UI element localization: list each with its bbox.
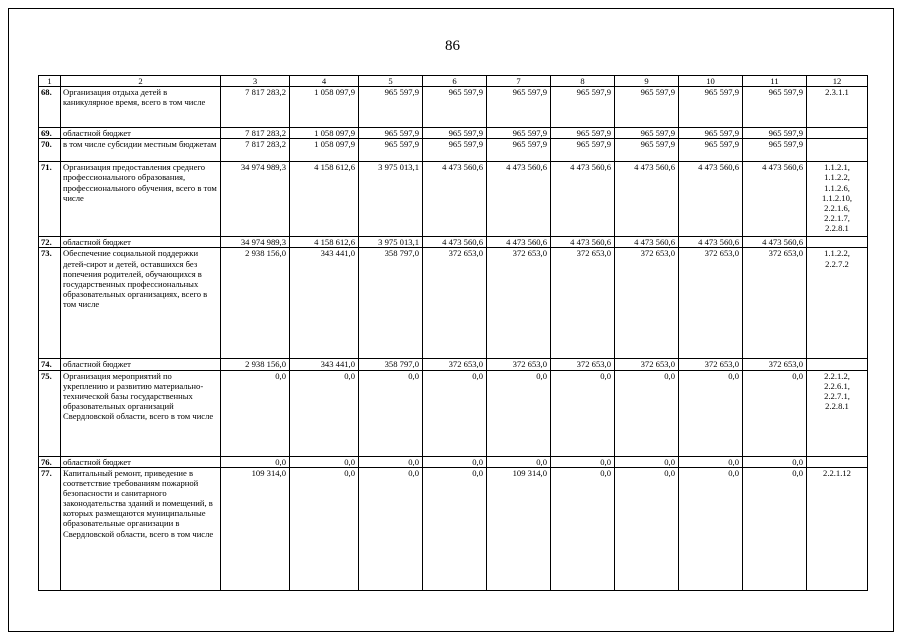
target-code: 2.3.1.1 <box>825 87 849 98</box>
amount-cell: 0,0 <box>487 370 551 456</box>
amount-cell: 0,0 <box>615 456 679 467</box>
amount-cell: 4 473 560,6 <box>679 237 743 248</box>
amount-cell: 1 058 097,9 <box>290 128 359 139</box>
target-codes <box>807 456 868 467</box>
target-code: 2.2.7.2 <box>825 258 849 269</box>
header-cell: 5 <box>359 76 423 87</box>
row-number: 71. <box>39 162 61 237</box>
amount-cell: 3 975 013,1 <box>359 237 423 248</box>
amount-cell: 965 597,9 <box>423 139 487 162</box>
amount-cell: 0,0 <box>221 456 290 467</box>
target-code: 1.1.2.2, <box>824 248 850 259</box>
target-code: 2.2.1.6, <box>824 202 850 213</box>
target-code: 1.1.2.1, <box>824 162 850 173</box>
table-row <box>39 359 868 370</box>
amount-cell: 372 653,0 <box>679 248 743 359</box>
row-number: 68. <box>39 87 61 128</box>
row-number: 70. <box>39 139 61 162</box>
amount-cell: 2 938 156,0 <box>221 248 290 359</box>
amount-cell: 372 653,0 <box>423 359 487 370</box>
target-code: 2.2.8.1 <box>825 223 849 234</box>
amount-cell: 0,0 <box>679 467 743 590</box>
amount-cell: 358 797,0 <box>359 248 423 359</box>
row-name: Организация мероприятий по укреплению и развитию материально-технической базы государственных образовательных организаций Свердловской области, всего в том числе <box>61 370 221 456</box>
amount-cell: 34 974 989,3 <box>221 162 290 237</box>
target-code: 2.2.1.7, <box>824 212 850 223</box>
amount-cell: 965 597,9 <box>679 139 743 162</box>
target-codes <box>807 87 868 128</box>
target-code: 1.1.2.6, <box>824 182 850 193</box>
table-row <box>39 139 868 162</box>
target-codes <box>807 162 868 237</box>
amount-cell: 0,0 <box>423 370 487 456</box>
target-code: 1.1.2.2, <box>824 172 850 183</box>
amount-cell: 4 473 560,6 <box>743 237 807 248</box>
amount-cell: 0,0 <box>290 370 359 456</box>
table-row <box>39 456 868 467</box>
table-row <box>39 248 868 359</box>
row-number: 73. <box>39 248 61 359</box>
amount-cell: 4 473 560,6 <box>487 237 551 248</box>
row-number: 76. <box>39 456 61 467</box>
amount-cell: 965 597,9 <box>679 87 743 128</box>
row-name: Обеспечение социальной поддержки детей-сирот и детей, оставшихся без попечения родителей, обучающихся в государственных профессиональных образовательных организациях, всего в том числе <box>61 248 221 359</box>
amount-cell: 0,0 <box>290 456 359 467</box>
amount-cell: 4 473 560,6 <box>487 162 551 237</box>
amount-cell: 0,0 <box>551 467 615 590</box>
amount-cell: 0,0 <box>359 370 423 456</box>
target-codes <box>807 370 868 456</box>
amount-cell: 965 597,9 <box>743 128 807 139</box>
amount-cell: 965 597,9 <box>615 139 679 162</box>
amount-cell: 965 597,9 <box>487 87 551 128</box>
amount-cell: 372 653,0 <box>743 248 807 359</box>
header-cell: 10 <box>679 76 743 87</box>
amount-cell: 965 597,9 <box>423 128 487 139</box>
row-number: 75. <box>39 370 61 456</box>
amount-cell: 965 597,9 <box>615 87 679 128</box>
target-code: 1.1.2.10, <box>821 192 853 203</box>
amount-cell: 7 817 283,2 <box>221 87 290 128</box>
row-name: областной бюджет <box>61 456 221 467</box>
row-number: 74. <box>39 359 61 370</box>
target-code: 2.2.1.2, <box>824 370 850 381</box>
budget-table <box>38 75 868 591</box>
amount-cell: 0,0 <box>359 467 423 590</box>
header-cell: 6 <box>423 76 487 87</box>
header-cell: 9 <box>615 76 679 87</box>
amount-cell: 7 817 283,2 <box>221 139 290 162</box>
amount-cell: 965 597,9 <box>743 87 807 128</box>
amount-cell: 965 597,9 <box>359 128 423 139</box>
amount-cell: 0,0 <box>615 467 679 590</box>
amount-cell: 965 597,9 <box>743 139 807 162</box>
amount-cell: 965 597,9 <box>551 128 615 139</box>
amount-cell: 0,0 <box>551 456 615 467</box>
amount-cell: 4 158 612,6 <box>290 237 359 248</box>
amount-cell: 4 473 560,6 <box>679 162 743 237</box>
amount-cell: 0,0 <box>423 456 487 467</box>
target-code: 2.2.6.1, <box>824 380 850 391</box>
amount-cell: 372 653,0 <box>487 248 551 359</box>
amount-cell: 4 473 560,6 <box>423 237 487 248</box>
amount-cell: 109 314,0 <box>221 467 290 590</box>
table-row <box>39 467 868 590</box>
row-number: 69. <box>39 128 61 139</box>
amount-cell: 3 975 013,1 <box>359 162 423 237</box>
amount-cell: 372 653,0 <box>615 359 679 370</box>
amount-cell: 4 473 560,6 <box>423 162 487 237</box>
header-cell: 3 <box>221 76 290 87</box>
amount-cell: 4 473 560,6 <box>615 162 679 237</box>
amount-cell: 1 058 097,9 <box>290 87 359 128</box>
row-name: Капитальный ремонт, приведение в соответствие требованиям пожарной безопасности и санитарного законодательства зданий и помещений, в которых размещаются муниципальные образовательные организации в Свердловской области, всего в том числе <box>61 467 221 590</box>
header-cell: 8 <box>551 76 615 87</box>
amount-cell: 0,0 <box>679 370 743 456</box>
amount-cell: 0,0 <box>551 370 615 456</box>
header-cell: 2 <box>61 76 221 87</box>
amount-cell: 965 597,9 <box>487 128 551 139</box>
amount-cell: 109 314,0 <box>487 467 551 590</box>
target-code: 2.2.1.12 <box>823 467 851 478</box>
amount-cell: 965 597,9 <box>487 139 551 162</box>
amount-cell: 34 974 989,3 <box>221 237 290 248</box>
amount-cell: 0,0 <box>743 467 807 590</box>
table-row <box>39 237 868 248</box>
amount-cell: 965 597,9 <box>679 128 743 139</box>
target-codes <box>807 128 868 139</box>
amount-cell: 965 597,9 <box>359 139 423 162</box>
amount-cell: 7 817 283,2 <box>221 128 290 139</box>
row-name: областной бюджет <box>61 128 221 139</box>
table-row <box>39 162 868 237</box>
amount-cell: 4 473 560,6 <box>615 237 679 248</box>
amount-cell: 343 441,0 <box>290 248 359 359</box>
header-cell: 4 <box>290 76 359 87</box>
amount-cell: 0,0 <box>743 370 807 456</box>
target-codes <box>807 248 868 359</box>
amount-cell: 965 597,9 <box>359 87 423 128</box>
amount-cell: 372 653,0 <box>423 248 487 359</box>
table-row <box>39 128 868 139</box>
row-number: 77. <box>39 467 61 590</box>
amount-cell: 0,0 <box>679 456 743 467</box>
amount-cell: 4 473 560,6 <box>551 237 615 248</box>
row-name: Организация предоставления среднего профессионального образования, профессионального обучения, всего в том числе <box>61 162 221 237</box>
header-cell: 7 <box>487 76 551 87</box>
row-name: в том числе субсидии местным бюджетам <box>61 139 221 162</box>
row-name: областной бюджет <box>61 237 221 248</box>
amount-cell: 0,0 <box>743 456 807 467</box>
header-cell: 11 <box>743 76 807 87</box>
target-codes <box>807 467 868 590</box>
amount-cell: 0,0 <box>290 467 359 590</box>
amount-cell: 965 597,9 <box>551 87 615 128</box>
amount-cell: 965 597,9 <box>615 128 679 139</box>
amount-cell: 4 158 612,6 <box>290 162 359 237</box>
amount-cell: 0,0 <box>221 370 290 456</box>
amount-cell: 0,0 <box>423 467 487 590</box>
table-row <box>39 87 868 128</box>
amount-cell: 358 797,0 <box>359 359 423 370</box>
amount-cell: 0,0 <box>615 370 679 456</box>
amount-cell: 1 058 097,9 <box>290 139 359 162</box>
row-number: 72. <box>39 237 61 248</box>
header-cell: 1 <box>39 76 61 87</box>
amount-cell: 372 653,0 <box>679 359 743 370</box>
target-codes <box>807 139 868 162</box>
amount-cell: 343 441,0 <box>290 359 359 370</box>
table-row <box>39 370 868 456</box>
row-name: областной бюджет <box>61 359 221 370</box>
amount-cell: 372 653,0 <box>551 359 615 370</box>
amount-cell: 372 653,0 <box>615 248 679 359</box>
amount-cell: 965 597,9 <box>551 139 615 162</box>
amount-cell: 372 653,0 <box>487 359 551 370</box>
amount-cell: 0,0 <box>487 456 551 467</box>
target-code: 2.2.7.1, <box>824 390 850 401</box>
row-name: Организация отдыха детей в каникулярное время, всего в том числе <box>61 87 221 128</box>
header-cell: 12 <box>807 76 868 87</box>
target-codes <box>807 237 868 248</box>
header-row <box>39 76 868 87</box>
amount-cell: 4 473 560,6 <box>551 162 615 237</box>
amount-cell: 965 597,9 <box>423 87 487 128</box>
page-number: 86 <box>445 38 460 54</box>
amount-cell: 4 473 560,6 <box>743 162 807 237</box>
amount-cell: 372 653,0 <box>551 248 615 359</box>
amount-cell: 0,0 <box>359 456 423 467</box>
target-codes <box>807 359 868 370</box>
amount-cell: 372 653,0 <box>743 359 807 370</box>
amount-cell: 2 938 156,0 <box>221 359 290 370</box>
target-code: 2.2.8.1 <box>825 400 849 411</box>
